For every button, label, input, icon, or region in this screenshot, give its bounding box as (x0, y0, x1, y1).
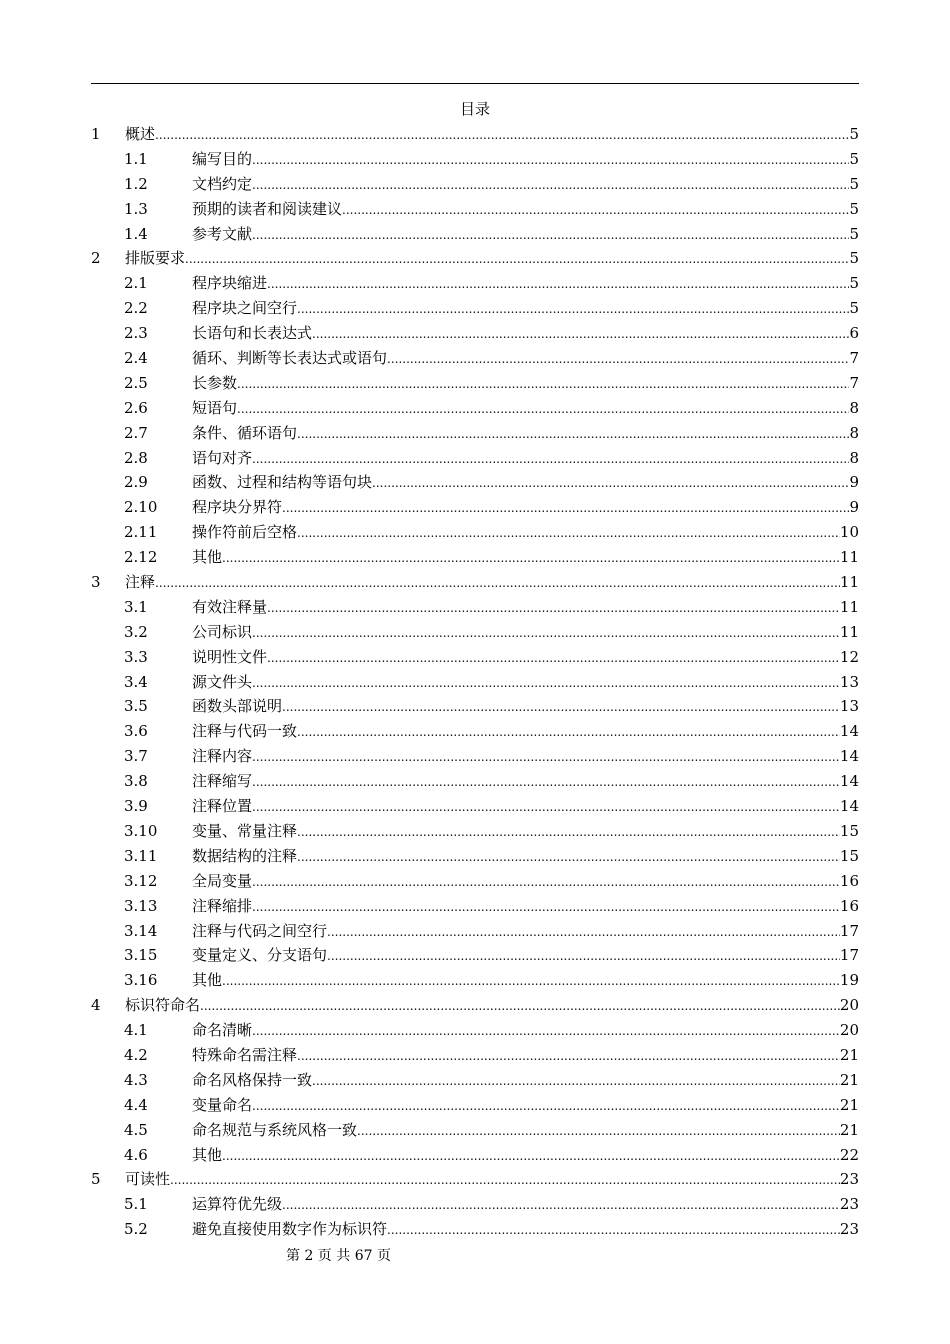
header-rule (91, 83, 859, 84)
toc-entry-line (192, 545, 859, 570)
toc-entry-title: 可读性 (125, 1170, 171, 1189)
toc-entry[interactable] (91, 1118, 859, 1143)
toc-entry[interactable] (91, 545, 859, 570)
toc-entry-line (192, 495, 859, 520)
toc-entry-page-number: 14 (839, 722, 859, 741)
toc-dot-leader (357, 1119, 840, 1143)
toc-dot-leader (252, 447, 849, 471)
toc-entry[interactable] (91, 1018, 859, 1043)
toc-dot-leader (222, 546, 840, 570)
toc-entry-number: 2.4 (124, 349, 148, 368)
toc-entry[interactable] (91, 495, 859, 520)
toc-dot-leader (252, 621, 840, 645)
toc-entry-title: 函数、过程和结构等语句块 (192, 473, 373, 492)
toc-entry-number: 1.2 (124, 174, 148, 193)
toc-entry-number: 5 (91, 1170, 101, 1189)
toc-entry-page-number: 20 (839, 996, 859, 1015)
toc-entry-number: 3.3 (124, 647, 148, 666)
toc-entry-number: 3.8 (124, 772, 148, 791)
toc-entry[interactable] (91, 570, 859, 595)
toc-entry-number: 3.13 (124, 896, 158, 915)
toc-entry-title: 概述 (125, 125, 156, 143)
toc-entry-title: 语句对齐 (192, 448, 253, 467)
toc-entry-title: 注释位置 (192, 797, 253, 816)
toc-entry-page-number: 19 (839, 971, 859, 990)
toc-entry-title: 参考文献 (192, 224, 253, 243)
toc-entry-title: 变量定义、分支语句 (192, 946, 328, 965)
toc-dot-leader (222, 1144, 840, 1168)
toc-dot-leader (312, 322, 849, 346)
toc-entry-page-number: 9 (849, 498, 859, 517)
toc-entry-page-number: 21 (839, 1045, 859, 1064)
toc-entry-page-number: 23 (839, 1220, 859, 1239)
toc-entry-line (192, 1043, 859, 1068)
toc-entry-page-number: 22 (839, 1145, 859, 1164)
toc-dot-leader (155, 571, 840, 595)
toc-dot-leader (297, 422, 849, 446)
toc-entry-number: 2 (91, 249, 101, 268)
toc-entry-page-number: 12 (839, 647, 859, 666)
toc-entry[interactable] (91, 645, 859, 670)
toc-dot-leader (282, 1193, 840, 1217)
toc-entry-title: 程序块之间空行 (192, 299, 298, 318)
toc-entry-title: 变量命名 (192, 1095, 253, 1114)
toc-entry-title: 程序块分界符 (192, 498, 283, 517)
toc-entry[interactable] (91, 794, 859, 819)
toc-entry-title: 函数头部说明 (192, 697, 283, 716)
toc-entry-number: 2.1 (124, 274, 148, 293)
toc-entry-page-number: 6 (849, 324, 859, 343)
toc-entry-title: 数据结构的注释 (192, 846, 298, 865)
toc-dot-leader (155, 123, 849, 147)
toc-entry[interactable] (91, 520, 859, 545)
page-footer: 第 2 页 共 67 页 (286, 1248, 391, 1264)
toc-entry[interactable] (91, 346, 859, 371)
toc-entry-line (192, 894, 859, 919)
toc-entry-number: 5.2 (124, 1220, 148, 1239)
toc-entry-page-number: 5 (849, 249, 859, 268)
toc-dot-leader (252, 1094, 840, 1118)
toc-entry-line (192, 919, 859, 944)
toc-entry-title: 源文件头 (192, 672, 253, 691)
toc-entry-number: 3.2 (124, 622, 148, 641)
toc-entry-title: 命名风格保持一致 (192, 1070, 313, 1089)
toc-dot-leader (387, 1218, 840, 1242)
toc-entry-page-number: 5 (849, 125, 859, 143)
toc-entry[interactable] (91, 1167, 859, 1192)
toc-entry[interactable] (91, 719, 859, 744)
toc-entry-title: 长参数 (192, 373, 238, 392)
toc-entry-page-number: 21 (839, 1120, 859, 1139)
toc-entry[interactable] (91, 595, 859, 620)
toc-entry-title: 有效注释量 (192, 597, 268, 616)
toc-entry-page-number: 21 (839, 1095, 859, 1114)
toc-dot-leader (267, 646, 840, 670)
toc-entry-number: 4.5 (124, 1120, 148, 1139)
toc-entry[interactable] (91, 1068, 859, 1093)
table-of-contents (91, 122, 859, 1242)
toc-entry-number: 5.1 (124, 1195, 148, 1214)
toc-entry-line (192, 446, 859, 471)
toc-dot-leader (387, 347, 849, 371)
toc-entry-title: 注释缩排 (192, 896, 253, 915)
toc-entry[interactable] (91, 271, 859, 296)
toc-entry-page-number: 7 (849, 349, 859, 368)
toc-entry[interactable] (91, 844, 859, 869)
toc-dot-leader (252, 895, 840, 919)
toc-entry-number: 2.2 (124, 299, 148, 318)
toc-entry-line (192, 1068, 859, 1093)
toc-entry-page-number: 11 (839, 548, 859, 567)
toc-entry-number: 3.1 (124, 597, 148, 616)
toc-entry-number: 2.5 (124, 373, 148, 392)
toc-entry-title: 程序块缩进 (192, 274, 268, 293)
toc-entry-page-number: 9 (849, 473, 859, 492)
toc-entry[interactable] (91, 1192, 859, 1217)
toc-entry-line (192, 620, 859, 645)
toc-entry-page-number: 23 (839, 1195, 859, 1214)
toc-entry-number: 3.6 (124, 722, 148, 741)
toc-entry-page-number: 5 (849, 149, 859, 168)
toc-dot-leader (252, 1019, 840, 1043)
toc-entry[interactable] (91, 1093, 859, 1118)
toc-entry-number: 1 (91, 125, 101, 143)
toc-entry[interactable] (91, 296, 859, 321)
toc-entry-title: 其他 (192, 1145, 223, 1164)
toc-entry-line (192, 1192, 859, 1217)
toc-dot-leader (327, 920, 840, 944)
toc-entry[interactable] (91, 869, 859, 894)
toc-entry-line (125, 993, 859, 1018)
toc-entry-line (192, 396, 859, 421)
toc-entry-number: 4.3 (124, 1070, 148, 1089)
toc-entry-page-number: 11 (839, 597, 859, 616)
toc-entry-number: 1.1 (124, 149, 148, 168)
toc-entry-title: 编写目的 (192, 149, 253, 168)
toc-entry[interactable] (91, 993, 859, 1018)
toc-entry-page-number: 17 (839, 921, 859, 940)
toc-entry-title: 公司标识 (192, 622, 253, 641)
toc-entry[interactable] (91, 222, 859, 247)
toc-entry-title: 运算符优先级 (192, 1195, 283, 1214)
toc-entry-title: 注释 (125, 573, 156, 592)
toc-entry-line (192, 943, 859, 968)
toc-dot-leader (252, 148, 849, 172)
toc-entry-line (192, 670, 859, 695)
toc-entry-line (192, 222, 859, 247)
toc-entry-line (125, 122, 859, 147)
toc-entry-page-number: 5 (849, 299, 859, 318)
toc-entry-line (192, 1143, 859, 1168)
toc-dot-leader (252, 223, 849, 247)
toc-entry-title: 避免直接使用数字作为标识符 (192, 1220, 388, 1239)
toc-entry-page-number: 5 (849, 174, 859, 193)
toc-entry-line (192, 645, 859, 670)
toc-entry-title: 操作符前后空格 (192, 523, 298, 542)
toc-entry[interactable] (91, 694, 859, 719)
toc-entry-number: 3.10 (124, 821, 158, 840)
toc-entry-page-number: 11 (839, 573, 859, 592)
toc-entry-page-number: 14 (839, 797, 859, 816)
toc-entry-number: 2.11 (124, 523, 158, 542)
toc-entry-page-number: 21 (839, 1070, 859, 1089)
toc-entry-page-number: 7 (849, 373, 859, 392)
toc-entry-page-number: 16 (839, 871, 859, 890)
toc-entry-title: 其他 (192, 548, 223, 567)
toc-entry-title: 长语句和长表达式 (192, 324, 313, 343)
toc-entry-title: 变量、常量注释 (192, 821, 298, 840)
toc-entry-line (192, 769, 859, 794)
toc-dot-leader (252, 870, 840, 894)
toc-entry[interactable] (91, 744, 859, 769)
toc-entry-number: 3.5 (124, 697, 148, 716)
toc-entry-line (192, 197, 859, 222)
toc-entry[interactable] (91, 172, 859, 197)
toc-entry[interactable] (91, 819, 859, 844)
toc-entry-line (192, 694, 859, 719)
toc-dot-leader (267, 596, 840, 620)
toc-dot-leader (252, 770, 840, 794)
toc-entry-page-number: 15 (839, 846, 859, 865)
toc-entry-page-number: 14 (839, 747, 859, 766)
toc-entry-number: 3.14 (124, 921, 158, 940)
toc-entry-title: 全局变量 (192, 871, 253, 890)
toc-dot-leader (312, 1069, 840, 1093)
toc-entry-page-number: 10 (839, 523, 859, 542)
toc-entry-title: 预期的读者和阅读建议 (192, 199, 343, 218)
toc-dot-leader (200, 994, 840, 1018)
toc-dot-leader (252, 795, 840, 819)
toc-entry-line (192, 470, 859, 495)
toc-entry-title: 文档约定 (192, 174, 253, 193)
toc-entry-title: 注释缩写 (192, 772, 253, 791)
toc-dot-leader (252, 745, 840, 769)
toc-entry[interactable] (91, 1043, 859, 1068)
toc-entry-line (192, 371, 859, 396)
toc-entry-title: 标识符命名 (125, 996, 201, 1015)
toc-entry-number: 4.1 (124, 1021, 148, 1040)
toc-entry-number: 3.11 (124, 846, 158, 865)
toc-entry-line (192, 1217, 859, 1242)
toc-entry-number: 3.7 (124, 747, 148, 766)
toc-dot-leader (282, 496, 849, 520)
toc-entry-title: 特殊命名需注释 (192, 1045, 298, 1064)
toc-entry[interactable] (91, 122, 859, 147)
toc-entry-line (192, 520, 859, 545)
toc-entry-number: 3.16 (124, 971, 158, 990)
toc-entry-page-number: 20 (839, 1021, 859, 1040)
toc-entry-number: 4.2 (124, 1045, 148, 1064)
toc-entry-page-number: 8 (849, 448, 859, 467)
toc-entry[interactable] (91, 396, 859, 421)
toc-entry-page-number: 8 (849, 398, 859, 417)
toc-entry-line (192, 1018, 859, 1043)
toc-entry-title: 说明性文件 (192, 647, 268, 666)
toc-entry-line (192, 794, 859, 819)
toc-entry[interactable] (91, 670, 859, 695)
toc-entry-page-number: 16 (839, 896, 859, 915)
toc-entry-number: 3.4 (124, 672, 148, 691)
toc-dot-leader (222, 969, 840, 993)
toc-entry-page-number: 14 (839, 772, 859, 791)
toc-entry-number: 3.15 (124, 946, 158, 965)
toc-entry-line (192, 869, 859, 894)
toc-dot-leader (237, 397, 849, 421)
toc-entry-title: 排版要求 (125, 249, 186, 268)
toc-entry-title: 注释内容 (192, 747, 253, 766)
toc-entry-number: 1.3 (124, 199, 148, 218)
toc-entry-page-number: 5 (849, 274, 859, 293)
toc-entry-page-number: 23 (839, 1170, 859, 1189)
toc-title: 目录 (459, 100, 490, 118)
toc-entry-line (192, 719, 859, 744)
toc-dot-leader (252, 173, 849, 197)
toc-entry[interactable] (91, 769, 859, 794)
toc-entry[interactable] (91, 943, 859, 968)
toc-entry-number: 3.12 (124, 871, 158, 890)
toc-entry-line (192, 844, 859, 869)
toc-dot-leader (327, 944, 840, 968)
toc-dot-leader (185, 247, 849, 271)
toc-entry[interactable] (91, 371, 859, 396)
toc-entry-line (192, 296, 859, 321)
toc-entry-line (192, 595, 859, 620)
toc-entry-number: 4.6 (124, 1145, 148, 1164)
toc-entry[interactable] (91, 246, 859, 271)
toc-dot-leader (297, 720, 840, 744)
toc-entry-line (192, 271, 859, 296)
toc-entry-line (125, 246, 859, 271)
toc-entry-number: 4.4 (124, 1095, 148, 1114)
toc-entry-title: 循环、判断等长表达式或语句 (192, 349, 388, 368)
toc-entry-line (192, 968, 859, 993)
toc-entry-number: 2.3 (124, 324, 148, 343)
toc-entry-page-number: 13 (839, 672, 859, 691)
toc-entry-page-number: 8 (849, 423, 859, 442)
toc-entry[interactable] (91, 446, 859, 471)
toc-entry-number: 2.9 (124, 473, 148, 492)
toc-dot-leader (170, 1168, 840, 1192)
toc-entry-number: 3.9 (124, 797, 148, 816)
toc-entry[interactable] (91, 1143, 859, 1168)
toc-dot-leader (297, 521, 840, 545)
toc-entry[interactable] (91, 968, 859, 993)
toc-entry-page-number: 5 (849, 224, 859, 243)
toc-entry-line (192, 744, 859, 769)
toc-entry-number: 4 (91, 996, 101, 1015)
toc-entry-page-number: 17 (839, 946, 859, 965)
toc-entry-line (192, 172, 859, 197)
toc-entry-number: 2.12 (124, 548, 158, 567)
toc-entry-number: 2.10 (124, 498, 158, 517)
toc-entry-title: 注释与代码一致 (192, 722, 298, 741)
toc-entry-line (192, 346, 859, 371)
toc-entry[interactable] (91, 421, 859, 446)
toc-entry-line (192, 421, 859, 446)
toc-entry-number: 2.8 (124, 448, 148, 467)
toc-entry-title: 命名清晰 (192, 1021, 253, 1040)
toc-entry-page-number: 5 (849, 199, 859, 218)
toc-dot-leader (372, 471, 849, 495)
toc-entry-page-number: 15 (839, 821, 859, 840)
toc-dot-leader (252, 671, 840, 695)
toc-dot-leader (297, 1044, 840, 1068)
toc-entry-line (125, 1167, 859, 1192)
toc-entry-line (192, 1093, 859, 1118)
toc-dot-leader (282, 695, 840, 719)
toc-entry-page-number: 11 (839, 622, 859, 641)
toc-entry[interactable] (91, 470, 859, 495)
toc-dot-leader (237, 372, 849, 396)
toc-entry-number: 2.6 (124, 398, 148, 417)
toc-entry-line (192, 321, 859, 346)
toc-entry-number: 3 (91, 573, 101, 592)
toc-dot-leader (297, 297, 849, 321)
toc-entry-line (192, 1118, 859, 1143)
toc-dot-leader (297, 845, 840, 869)
toc-entry-number: 2.7 (124, 423, 148, 442)
toc-entry-number: 1.4 (124, 224, 148, 243)
toc-entry-title: 条件、循环语句 (192, 423, 298, 442)
toc-entry[interactable] (91, 1217, 859, 1242)
toc-entry-line (125, 570, 859, 595)
toc-entry[interactable] (91, 620, 859, 645)
toc-dot-leader (267, 272, 849, 296)
toc-entry[interactable] (91, 197, 859, 222)
toc-entry[interactable] (91, 147, 859, 172)
toc-entry-title: 命名规范与系统风格一致 (192, 1120, 358, 1139)
toc-entry[interactable] (91, 919, 859, 944)
toc-entry[interactable] (91, 894, 859, 919)
toc-entry-page-number: 13 (839, 697, 859, 716)
toc-dot-leader (342, 198, 849, 222)
toc-dot-leader (297, 820, 840, 844)
toc-entry-title: 短语句 (192, 398, 238, 417)
toc-entry-title: 其他 (192, 971, 223, 990)
toc-entry[interactable] (91, 321, 859, 346)
toc-entry-line (192, 147, 859, 172)
toc-entry-line (192, 819, 859, 844)
toc-entry-title: 注释与代码之间空行 (192, 921, 328, 940)
